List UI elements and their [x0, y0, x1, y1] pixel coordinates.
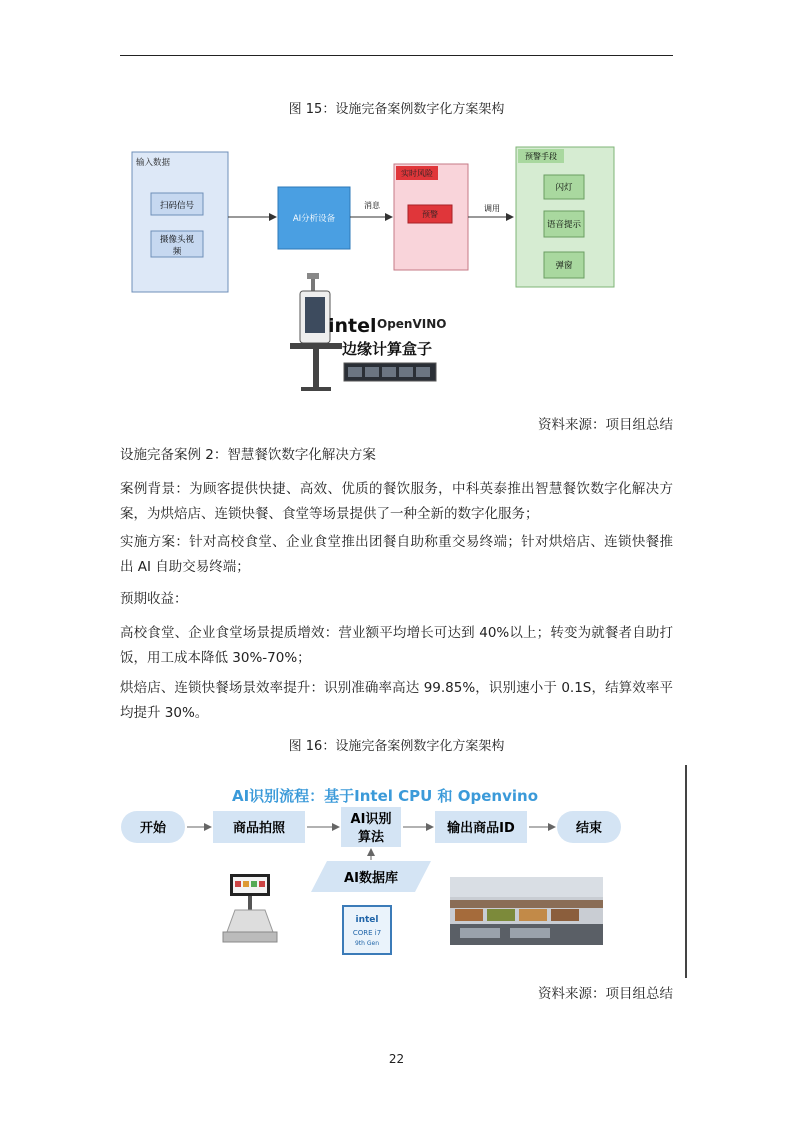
realtime-risk-title: 实时风险 [401, 169, 433, 178]
figure-16-caption: 图 16：设施完备案例数字化方案架构 [288, 739, 505, 754]
flash-light-label: 闪灯 [555, 183, 573, 193]
intel-logo: intel [328, 315, 377, 337]
benefit-bakery: 烘焙店、连锁快餐场景效率提升：识别准确率高达 99.85%，识别速小于 0.1S，结算效率平均提升 30%。 [120, 680, 673, 721]
benefit-canteen: 高校食堂、企业食堂场景提质增效：营业额平均增长可达到 40%以上；转变为就餐者自助打饭，用工成本降低 30%-70%； [120, 625, 673, 666]
chip-brand: intel [355, 915, 379, 925]
case-heading: 设施完备案例 2：智慧餐饮数字化解决方案 [120, 447, 376, 463]
edge-server-image [344, 363, 436, 381]
alert-item-label: 预警 [422, 210, 438, 219]
figure-15-diagram [120, 135, 673, 395]
input-data-title: 输入数据 [136, 158, 171, 168]
figure-15-caption: 图 15：设施完备案例数字化方案架构 [288, 102, 505, 117]
voice-prompt-label: 语音提示 [546, 220, 582, 230]
weighing-scale-image [223, 874, 277, 942]
page-number: 22 [388, 1052, 405, 1066]
figure-16-diagram [115, 782, 675, 960]
step-algorithm-label-1: AI识别 [350, 812, 392, 827]
call-label: 调用 [484, 204, 500, 213]
openvino-logo: OpenVINO [377, 317, 447, 331]
step-algorithm-label-2: 算法 [357, 830, 385, 845]
message-label: 消息 [364, 201, 380, 210]
step-end-label: 结束 [575, 821, 603, 836]
chip-model: CORE i7 [352, 929, 382, 937]
implementation-plan: 实施方案：针对高校食堂、企业食堂推出团餐自助称重交易终端；针对烘焙店、连锁快餐推出 AI 自助交易终端； [120, 534, 673, 575]
figure-16-title: AI识别流程：基于Intel CPU 和 Openvino [231, 787, 539, 805]
figure-16-source: 资料来源：项目组总结 [538, 986, 673, 1002]
alert-methods-title: 预警手段 [525, 152, 557, 161]
step-start-label: 开始 [139, 821, 167, 836]
header-rule [120, 55, 673, 56]
camera-video-label-1: 摄像头视 [159, 235, 195, 245]
popup-label: 弹窗 [555, 261, 573, 271]
chip-gen: 9th Gen [354, 940, 380, 947]
canteen-photo [450, 877, 603, 945]
scan-signal-label: 扫码信号 [159, 201, 195, 211]
ai-device-label: AI分析设备 [292, 214, 336, 224]
edge-box-label: 边缘计算盒子 [342, 340, 433, 358]
intel-core-i7-chip-image [343, 906, 391, 954]
input-data-box [132, 152, 228, 292]
step-photo-label: 商品拍照 [232, 821, 286, 836]
ai-database-label: AI数据库 [344, 871, 398, 886]
step-output-label: 输出商品ID [447, 821, 515, 836]
expected-benefit-heading: 预期收益： [120, 591, 188, 607]
figure-15-source: 资料来源：项目组总结 [538, 417, 673, 433]
right-margin-bar [685, 765, 687, 978]
case-background: 案例背景：为顾客提供快捷、高效、优质的餐饮服务，中科英泰推出智慧餐饮数字化解决方案，为烘焙店、连锁快餐、食堂等场景提供了一种全新的数字化服务； [120, 481, 673, 522]
camera-video-label-2: 频 [172, 247, 182, 257]
